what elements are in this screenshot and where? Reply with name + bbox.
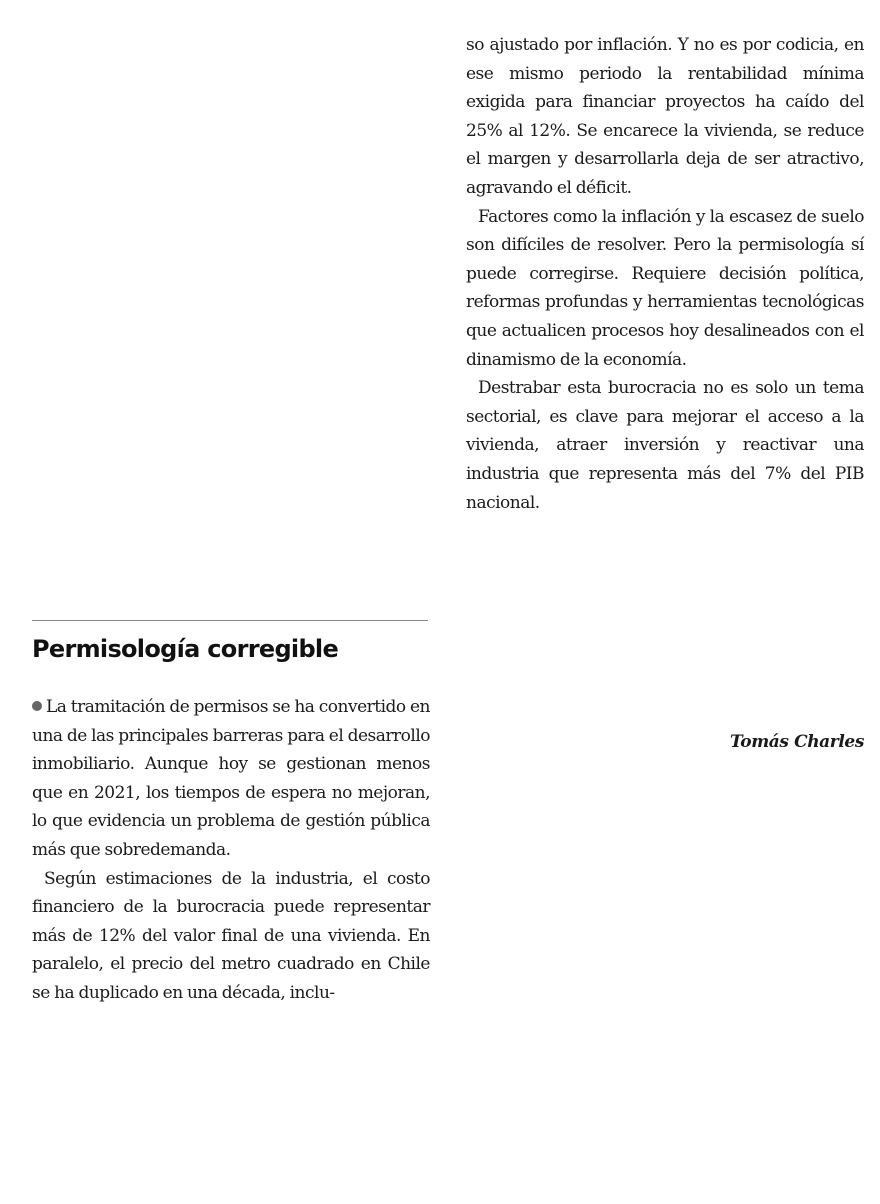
article-headline: Permisología corregible <box>32 635 339 663</box>
author-byline: Tomás Charles <box>729 732 864 752</box>
section-divider <box>32 620 428 621</box>
article-column-left <box>32 693 430 1008</box>
paragraph: Factores como la inflación y la escasez de suelo son difíciles de resolver. Pero la permisología sí puede corregirse. Requiere decisión política, reformas profundas y herramientas tecnológicas que actualicen procesos hoy desalineados con el dinamismo de la economía. <box>466 206 864 370</box>
bullet-icon <box>32 701 42 711</box>
paragraph: so ajustado por inflación. Y no es por codicia, en ese mismo periodo la rentabilidad mínima exigida para financiar proyectos ha caído del 25% al 12%. Se encarece la vivienda, se reduce el margen y desarrollarla deja de ser atractivo, agravando el déficit. <box>466 35 864 198</box>
paragraph: Destrabar esta burocracia no es solo un tema sectorial, es clave para mejorar el acceso a la vivienda, atraer inversión y reactivar una industria que representa más del 7% del PIB nacional. <box>466 378 864 513</box>
article-column-right <box>466 31 864 517</box>
paragraph: Según estimaciones de la industria, el costo financiero de la burocracia puede representar más de 12% del valor final de una vivienda. En paralelo, el precio del metro cuadrado en Chile se ha duplicado en una década, inclu- <box>32 868 430 1003</box>
paragraph-lead <box>32 693 430 865</box>
paragraph-lead-text: La tramitación de permisos se ha convertido en una de las principales barreras para el desarrollo inmobiliario. Aunque hoy se gestionan menos que en 2021, los tiempos de espera no mejoran, lo que evidencia un problema de gestión pública más que sobredemanda. <box>32 697 430 860</box>
